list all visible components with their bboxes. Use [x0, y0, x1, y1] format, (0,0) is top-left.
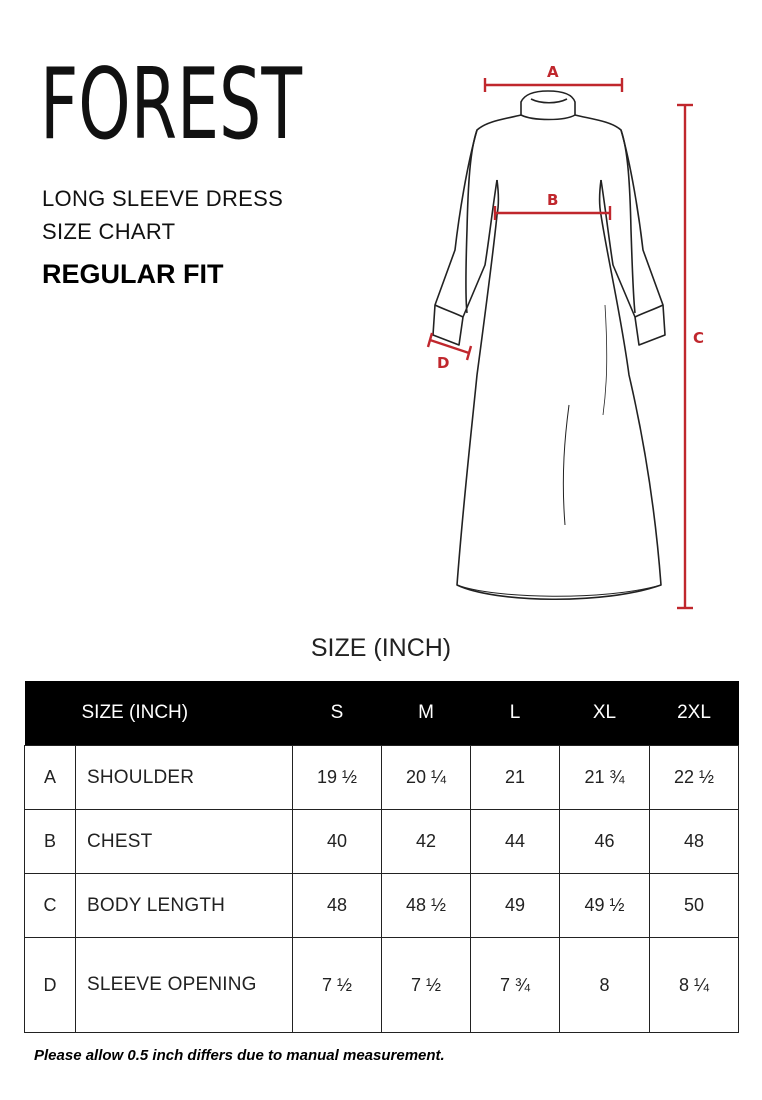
table-cell: 8 — [560, 938, 650, 1033]
table-cell: 42 — [382, 810, 471, 874]
measurement-lines — [428, 78, 693, 608]
table-row — [25, 874, 739, 938]
table-cell: 22 ½ — [650, 746, 739, 810]
header-size: 2XL — [650, 681, 739, 746]
row-measurement-name: SHOULDER — [76, 746, 293, 810]
table-cell: 46 — [560, 810, 650, 874]
table-cell: 48 — [293, 874, 382, 938]
table-cell: 21 — [471, 746, 560, 810]
row-code: C — [25, 874, 76, 938]
row-measurement-name: CHEST — [76, 810, 293, 874]
label-a: A — [547, 63, 559, 81]
label-b: B — [547, 191, 559, 209]
dress-outline — [433, 91, 665, 599]
header-size: S — [293, 681, 382, 746]
table-cell: 21 ¾ — [560, 746, 650, 810]
table-cell: 49 — [471, 874, 560, 938]
table-cell: 7 ¾ — [471, 938, 560, 1033]
section-title: SIZE (INCH) — [310, 634, 452, 662]
header-size: M — [382, 681, 471, 746]
table-cell: 7 ½ — [293, 938, 382, 1033]
table-cell: 50 — [650, 874, 739, 938]
table-cell: 49 ½ — [560, 874, 650, 938]
table-cell: 7 ½ — [382, 938, 471, 1033]
table-cell: 40 — [293, 810, 382, 874]
table-cell: 19 ½ — [293, 746, 382, 810]
label-d: D — [437, 354, 450, 372]
table-header-row — [25, 681, 739, 746]
label-c: C — [693, 329, 705, 347]
chart-subtitle: SIZE CHART — [42, 219, 176, 244]
size-chart-table — [24, 681, 739, 1033]
table-cell: 20 ¼ — [382, 746, 471, 810]
table-cell: 48 — [650, 810, 739, 874]
table-row — [25, 938, 739, 1033]
row-measurement-name: SLEEVE OPENING — [76, 938, 293, 1033]
row-code: B — [25, 810, 76, 874]
row-code: A — [25, 746, 76, 810]
row-code: D — [25, 938, 76, 1033]
table-row — [25, 810, 739, 874]
table-cell: 44 — [471, 810, 560, 874]
table-row — [25, 746, 739, 810]
product-title: LONG SLEEVE DRESS — [42, 186, 284, 211]
fit-label: REGULAR FIT — [42, 259, 224, 289]
table-cell: 48 ½ — [382, 874, 471, 938]
header-label: SIZE (INCH) — [76, 681, 293, 746]
measurement-note: Please allow 0.5 inch differs due to manual measurement. — [34, 1047, 445, 1064]
brand-name: FOREST — [40, 48, 303, 162]
forest-logo — [40, 48, 310, 162]
table-cell: 8 ¼ — [650, 938, 739, 1033]
dress-diagram — [415, 55, 715, 620]
row-measurement-name: BODY LENGTH — [76, 874, 293, 938]
header-size: XL — [560, 681, 650, 746]
header-size: L — [471, 681, 560, 746]
